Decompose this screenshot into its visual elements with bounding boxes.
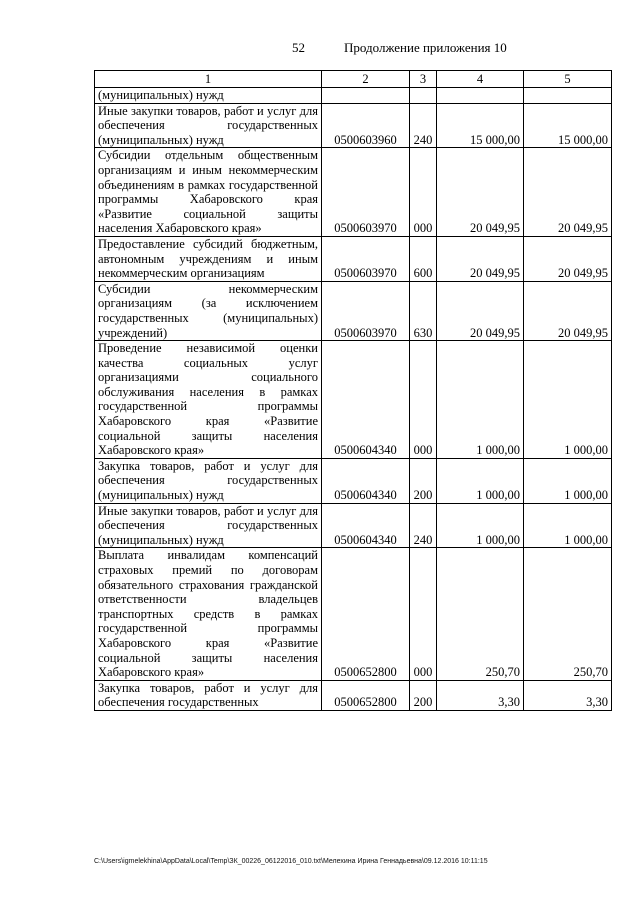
- row-code-cell: 0500604340: [322, 503, 410, 548]
- row-expense-type-cell: 600: [410, 236, 437, 281]
- row-sum-year2-cell: 20 049,95: [524, 148, 612, 237]
- page-title: Продолжение приложения 10: [344, 40, 507, 55]
- row-code-cell: 0500603970: [322, 148, 410, 237]
- row-expense-type-cell: 000: [410, 548, 437, 680]
- row-name-cell: Закупка товаров, работ и услуг для обеспечения государственных: [95, 680, 322, 710]
- row-sum-year2-cell: 15 000,00: [524, 103, 612, 148]
- row-sum-year1-cell: 20 049,95: [437, 236, 524, 281]
- row-code-cell: 0500652800: [322, 548, 410, 680]
- table-row: [95, 236, 612, 281]
- row-expense-type-cell: 200: [410, 680, 437, 710]
- row-name-cell: Выплата инвалидам компенсаций страховых премий по договорам обязательного страхования гражданской ответственности владельцев транспортных средств в рамках государственной программы Хабаровского края «Развитие социальной защиты населения Хабаровского края»: [95, 548, 322, 680]
- row-sum-year1-cell: [437, 88, 524, 104]
- row-expense-type-cell: 240: [410, 503, 437, 548]
- column-header: 5: [524, 71, 612, 88]
- page-number: 52: [292, 40, 305, 55]
- row-sum-year1-cell: 250,70: [437, 548, 524, 680]
- row-sum-year1-cell: 20 049,95: [437, 281, 524, 340]
- row-name-cell: Субсидии отдельным общественным организациям и иным некоммерческим объединениям в рамках государственной программы Хабаровского края «Развитие социальной защиты населения Хабаровского края»: [95, 148, 322, 237]
- table-body: [95, 88, 612, 711]
- row-code-cell: [322, 88, 410, 104]
- row-code-cell: 0500604340: [322, 458, 410, 503]
- row-name-cell: Иные закупки товаров, работ и услуг для обеспечения государственных (муниципальных) нужд: [95, 503, 322, 548]
- column-header: 1: [95, 71, 322, 88]
- table-row: [95, 341, 612, 459]
- row-sum-year1-cell: 1 000,00: [437, 341, 524, 459]
- column-header: 4: [437, 71, 524, 88]
- row-code-cell: 0500603970: [322, 236, 410, 281]
- table-row: [95, 680, 612, 710]
- budget-table: [94, 70, 612, 711]
- column-header: 2: [322, 71, 410, 88]
- table-row: [95, 281, 612, 340]
- table-row: [95, 103, 612, 148]
- table-row: [95, 503, 612, 548]
- row-sum-year1-cell: 1 000,00: [437, 458, 524, 503]
- row-sum-year2-cell: 250,70: [524, 548, 612, 680]
- row-name-cell: Иные закупки товаров, работ и услуг для обеспечения государственных (муниципальных) нужд: [95, 103, 322, 148]
- row-sum-year2-cell: 1 000,00: [524, 341, 612, 459]
- table-row: [95, 148, 612, 237]
- row-name-cell: Субсидии некоммерческим организациям (за исключением государственных (муниципальных) учреждений): [95, 281, 322, 340]
- row-expense-type-cell: 240: [410, 103, 437, 148]
- row-sum-year2-cell: [524, 88, 612, 104]
- row-name-cell: Закупка товаров, работ и услуг для обеспечения государственных (муниципальных) нужд: [95, 458, 322, 503]
- footer-file-path: C:\Users\igmelekhina\AppData\Local\Temp\ЗК_00226_06122016_010.txt\Мелехина Ирина Геннадьевна\09.12.2016 10:11:15: [94, 858, 488, 865]
- row-expense-type-cell: 630: [410, 281, 437, 340]
- row-sum-year1-cell: 20 049,95: [437, 148, 524, 237]
- table-row: [95, 458, 612, 503]
- table-row: [95, 548, 612, 680]
- row-sum-year2-cell: 1 000,00: [524, 503, 612, 548]
- row-name-cell: Предоставление субсидий бюджетным, автономным учреждениям и иным некоммерческим организациям: [95, 236, 322, 281]
- row-sum-year2-cell: 1 000,00: [524, 458, 612, 503]
- row-expense-type-cell: 000: [410, 341, 437, 459]
- row-sum-year1-cell: 15 000,00: [437, 103, 524, 148]
- row-sum-year2-cell: 3,30: [524, 680, 612, 710]
- row-code-cell: 0500603960: [322, 103, 410, 148]
- column-header: 3: [410, 71, 437, 88]
- row-expense-type-cell: [410, 88, 437, 104]
- row-name-cell: (муниципальных) нужд: [95, 88, 322, 104]
- row-sum-year1-cell: 3,30: [437, 680, 524, 710]
- row-name-cell: Проведение независимой оценки качества социальных услуг организациями социального обслуживания населения в рамках государственной программы Хабаровского края «Развитие социальной защиты населения Хабаровского края»: [95, 341, 322, 459]
- row-code-cell: 0500652800: [322, 680, 410, 710]
- row-sum-year1-cell: 1 000,00: [437, 503, 524, 548]
- row-code-cell: 0500603970: [322, 281, 410, 340]
- table-row: [95, 88, 612, 104]
- table-header-row: [95, 71, 612, 88]
- row-sum-year2-cell: 20 049,95: [524, 236, 612, 281]
- row-expense-type-cell: 000: [410, 148, 437, 237]
- row-code-cell: 0500604340: [322, 341, 410, 459]
- row-sum-year2-cell: 20 049,95: [524, 281, 612, 340]
- row-expense-type-cell: 200: [410, 458, 437, 503]
